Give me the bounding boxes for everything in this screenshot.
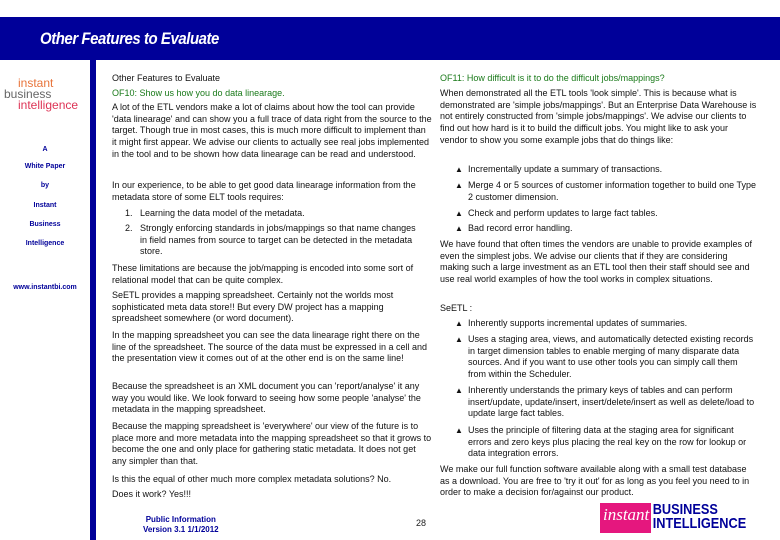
list-item: 2. Strongly enforcing standards in jobs/mappings so that name changes in field names from source to target can be detected in the metadata store. [125, 223, 416, 257]
list-item: ▲ Inherently supports incremental updates of summaries. [455, 318, 688, 328]
list-item: ▲ Merge 4 or 5 sources of customer information together to build one Type 2 customer dimension. [455, 180, 756, 202]
sidebar-text: by [40, 182, 50, 189]
paragraph: SeETL : [440, 303, 473, 313]
paragraph: These limitations are because the job/mapping is encoded into some sort of relational model that can be quite complex. [112, 263, 414, 285]
brand-logo: instant BUSINESS INTELLIGENCE [600, 503, 763, 533]
paragraph: SeETL provides a mapping spreadsheet. Certainly not the worlds most sophisticated meta data store!! But every DW project has a mapping spreadsheet somewhere (or word document). [112, 290, 394, 324]
vertical-divider [90, 60, 96, 540]
list-item: ▲ Incrementally update a summary of transactions. [455, 164, 663, 174]
page-number: 28 [416, 518, 427, 528]
sidebar-text: Intelligence [25, 240, 65, 247]
column-title: Other Features to Evaluate [112, 73, 221, 83]
sidebar-text: A [42, 146, 48, 153]
logo: instant business intelligence [4, 76, 79, 112]
page-title: Other Features to Evaluate [40, 29, 219, 48]
paragraph: A lot of the ETL vendors make a lot of claims about how the tool can provide 'data linearage' and can show you a full trace of data right from the source to the target. Though true in most cases, this is much more difficult to implement than it might first appear. We advise our clients to actually see real jobs implemented in the tool and to be shown how data linearage can be read and understood. [112, 102, 432, 159]
paragraph: In the mapping spreadsheet you can see the data linearage right there on the line of the spreadsheet. The source of the data must be expressed in a cell and the presentation view it comes out of at the other end is on the same line! [112, 330, 428, 364]
paragraph: We have found that often times the vendors are unable to provide examples of even the simplest jobs. We advise our clients that if they are considering making such a large investment as an ETL tool then their staff should see and use real world examples of how the tool works in complex situations. [440, 239, 753, 285]
list-item: ▲ Check and perform updates to large fact tables. [455, 208, 658, 218]
paragraph: We make our full function software available along with a small test database as a download. You are free to 'try it out' for as long as you feel you need to in order to make a decision for/against our product. [440, 464, 750, 498]
list-item: ▲ Inherently understands the primary keys of tables and can perform insert/update, update/insert, insert/delete/insert as well as delete/load to update large fact tables. [455, 385, 755, 419]
footer-info: Public Information Version 3.1 1/1/2012 [143, 515, 219, 534]
sidebar-text: Business [29, 221, 61, 228]
section-heading: OF11: How difficult is it to do the difficult jobs/mappings? [440, 73, 665, 83]
paragraph: Because the spreadsheet is an XML document you can 'report/analyse' it any way you would like. We look forward to seeing how some people 'analyse' the metadata in the mapping spreadsheet. [112, 381, 421, 415]
title-banner [0, 17, 780, 60]
paragraph: Does it work? Yes!!! [112, 489, 192, 499]
paragraph: Because the mapping spreadsheet is 'everywhere' our view of the future is to place more and more metadata into the mapping spreadsheet so that it grows to become the one and only place for gathering static metadata. It does not get any simpler than that. [112, 421, 432, 467]
section-heading: OF10: Show us how you do data linearage. [112, 88, 285, 98]
list-item: ▲ Uses the principle of filtering data at the staging area for significant errors and zero keys plus placing the real key on the row for lookup or data integration errors. [455, 425, 747, 459]
sidebar-text: Instant [33, 202, 57, 209]
list-item: ▲ Bad record error handling. [455, 223, 573, 233]
list-item: 1. Learning the data model of the metadata. [125, 208, 305, 218]
paragraph: Is this the equal of other much more complex metadata solutions? No. [112, 474, 392, 484]
website-link[interactable]: www.instantbi.com [13, 284, 77, 291]
paragraph: When demonstrated all the ETL tools 'look simple'. This is because what is demonstrated are 'simple jobs/mappings'. But an Enterprise Data Warehouse is not entirely constructed from 'simple jobs/mappings'. We advise our clients to find out how hard is it to build the difficult jobs. You might like to ask your vendor to show you some example jobs that do things like: [440, 88, 757, 145]
list-item: ▲ Uses a staging area, views, and automatically detected existing records in target dimension tables to enable merging of many disparate data sources. And if you want to use other tools you can simply call them from within the Scheduler. [455, 334, 754, 380]
paragraph: In our experience, to be able to get good data linearage information from the metadata store of some ELT tools requires: [112, 180, 416, 202]
sidebar-text: White Paper [24, 163, 66, 170]
